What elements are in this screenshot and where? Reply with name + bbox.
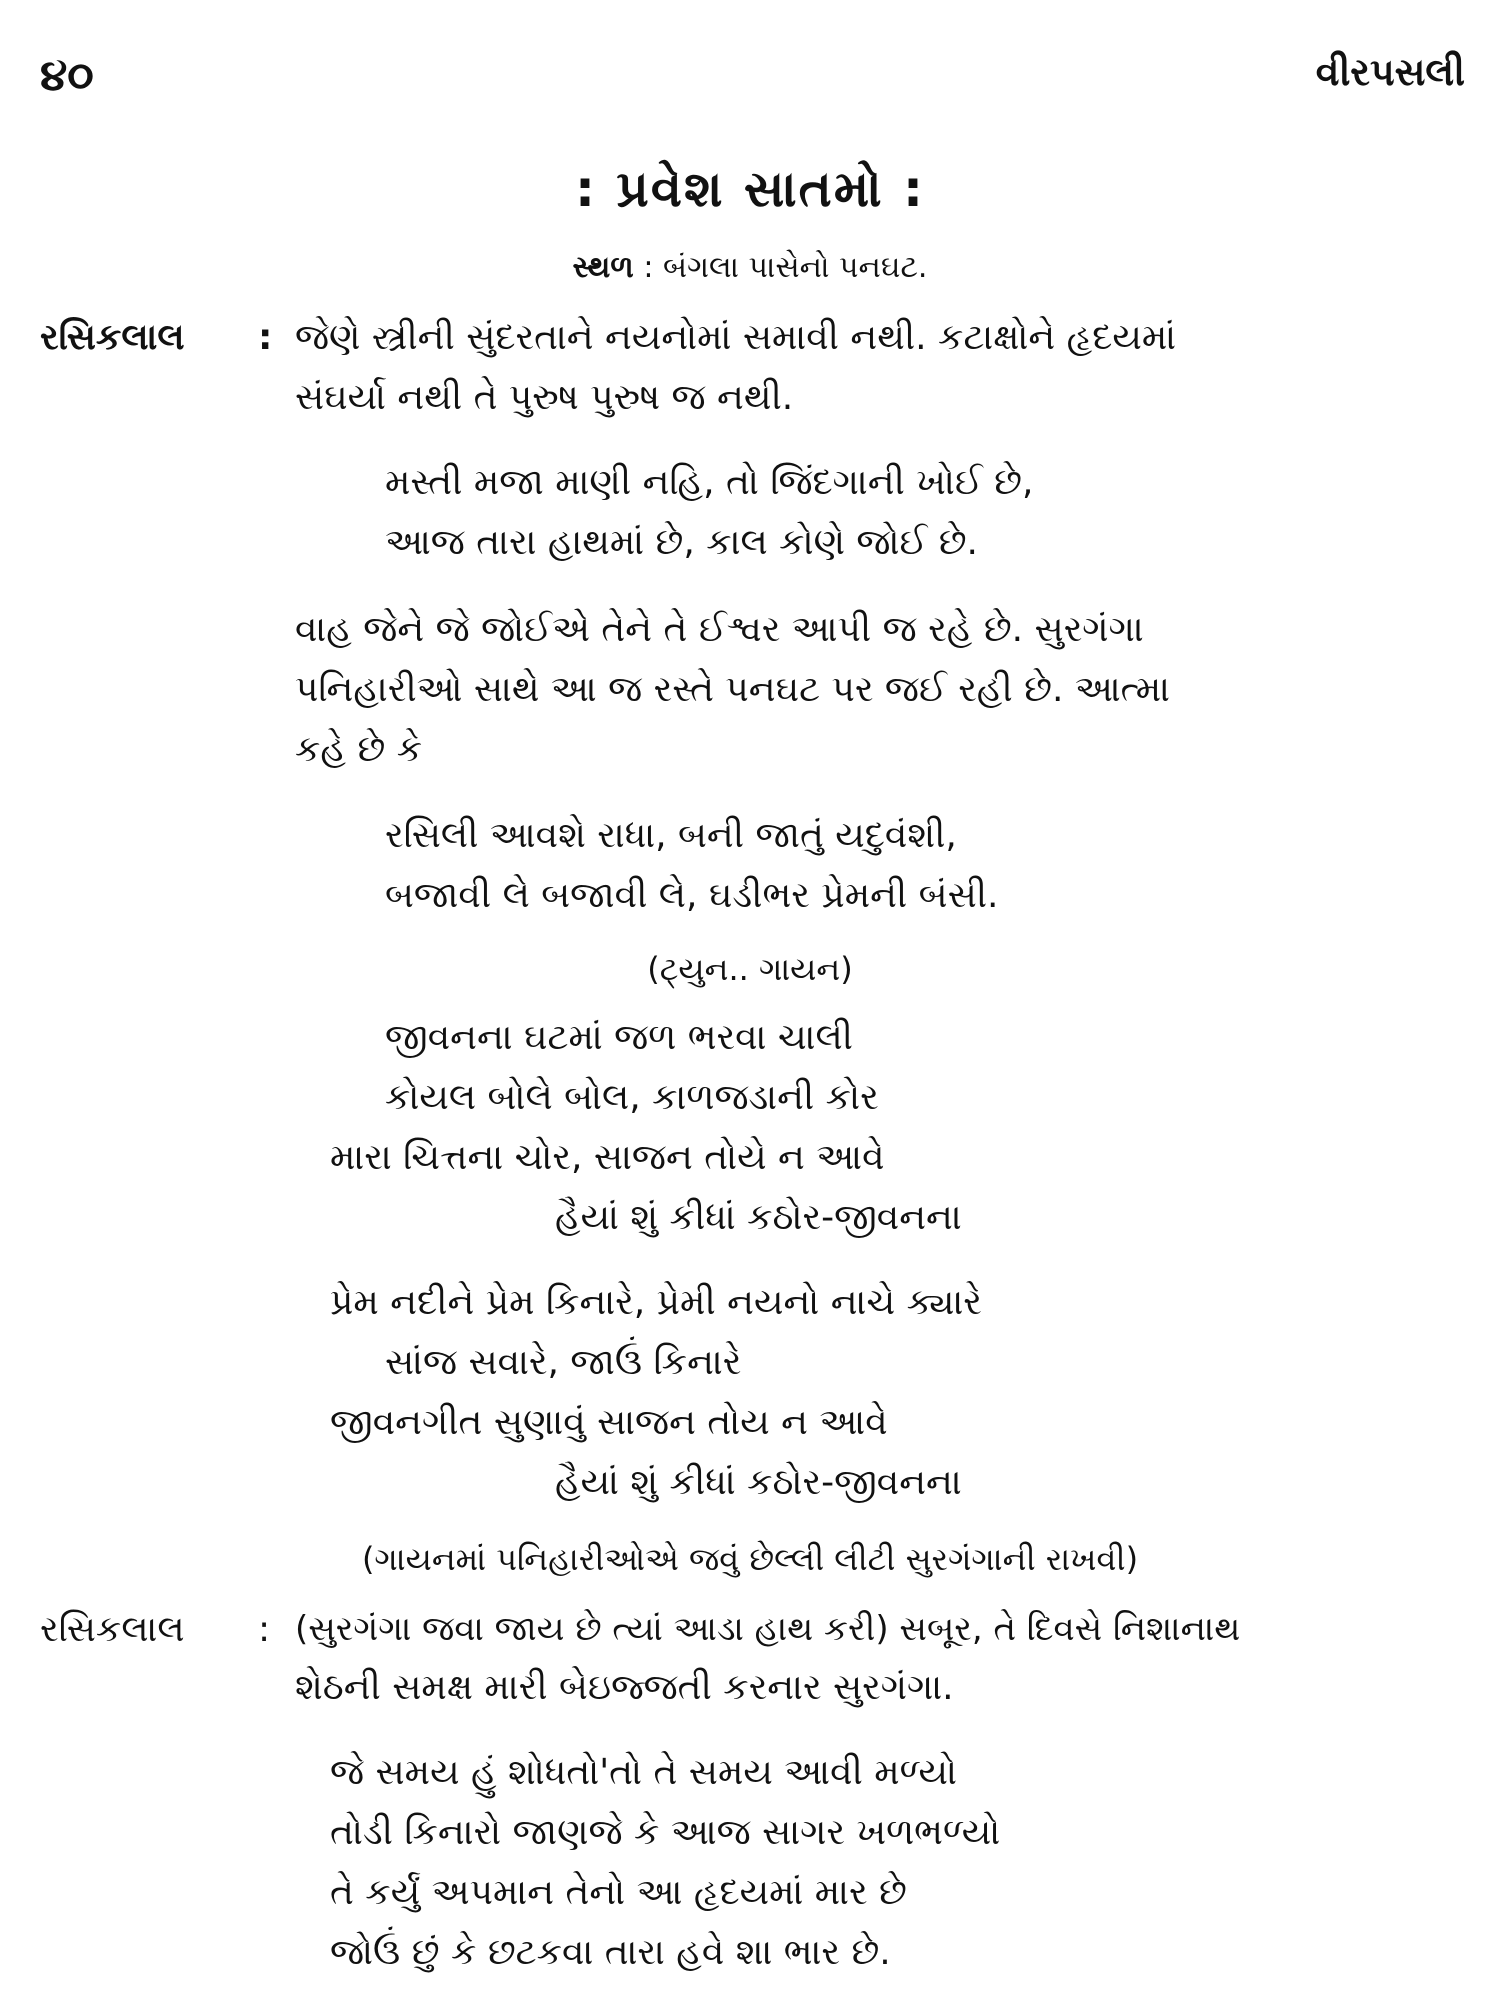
song-line: મારા ચિત્તના ચોર, સાજન તોયે ન આવે [330,1137,885,1178]
verse-line: જોઉં છું કે છટકવા તારા હવે શા ભાર છે. [330,1932,891,1973]
song-line: કોયલ બોલે બોલ, કાળજડાની કોર [385,1077,879,1118]
speaker-name: રસિકલાલ [40,317,185,358]
running-title: વીરપસલી [1315,50,1465,94]
song-refrain: હૈયાં શું કીધાં કઠોર-જીવનના [555,1197,962,1238]
song-line: પ્રેમ નદીને પ્રેમ કિનારે, પ્રેમી નયનો નાચે ક્યારે [330,1282,982,1323]
song-line: જીવનગીત સુણાવું સાજન તોય ન આવે [330,1402,888,1443]
location-label: સ્થળ [572,250,634,285]
verse-line: તે કર્યું અપમાન તેનો આ હૃદયમાં માર છે [330,1872,907,1913]
song-line: સાંજ સવારે, જાઉં કિનારે [385,1342,742,1383]
prose-line: પનિહારીઓ સાથે આ જ રસ્તે પનઘટ પર જઈ રહી છે. આત્મા [295,669,1170,710]
verse-line: જે સમય હું શોધતો'તો તે સમય આવી મળ્યો [330,1752,958,1793]
scene-location [0,250,1500,285]
speaker-name: રસિકલાલ [40,1609,185,1650]
dialogue-line: શેઠની સમક્ષ મારી બેઇજ્જતી કરનાર સુરગંગા. [295,1667,954,1708]
song-line: જીવનના ઘટમાં જળ ભરવા ચાલી [385,1017,853,1058]
prose-line: કહે છે કે [295,729,423,770]
dialogue-line: જેણે સ્ત્રીની સુંદરતાને નયનોમાં સમાવી નથી. કટાક્ષોને હૃદયમાં [295,317,1177,358]
stage-direction: (ગાયનમાં પનિહારીઓએ જવું છેલ્લી લીટી સુરગંગાની રાખવી) [361,1540,1139,1578]
verse-line: આજ તારા હાથમાં છે, કાલ કોણે જોઈ છે. [385,522,978,563]
verse-line: બજાવી લે બજાવી લે, ઘડીભર પ્રેમની બંસી. [385,875,999,916]
song-refrain: હૈયાં શું કીધાં કઠોર-જીવનના [555,1462,962,1503]
verse-line: તોડી કિનારો જાણજે કે આજ સાગર ખળભળ્યો [330,1812,1001,1853]
verse-line: મસ્તી મજા માણી નહિ, તો જિંદગાની ખોઈ છે, [385,462,1034,503]
speaker-colon: : [258,317,273,358]
prose-line: વાહ જેને જે જોઈએ તેને તે ઈશ્વર આપી જ રહે છે. સુરગંગા [295,609,1144,650]
dialogue-line: સંઘર્યા નથી તે પુરુષ પુરુષ જ નથી. [295,377,794,418]
verse-line: રસિલી આવશે રાધા, બની જાતું યદુવંશી, [385,815,957,856]
dialogue-line: (સુરગંગા જવા જાય છે ત્યાં આડા હાથ કરી) સબૂર, તે દિવસે નિશાનાથ [295,1609,1241,1649]
page-number: ૪૦ [40,50,94,101]
scene-heading: : પ્રવેશ સાતમો : [574,160,926,218]
speaker-colon: : [258,1609,271,1650]
song-note: (ટ્યુન.. ગાયન) [647,950,853,988]
location-text: : બંગલા પાસેનો પનઘટ. [643,250,928,285]
